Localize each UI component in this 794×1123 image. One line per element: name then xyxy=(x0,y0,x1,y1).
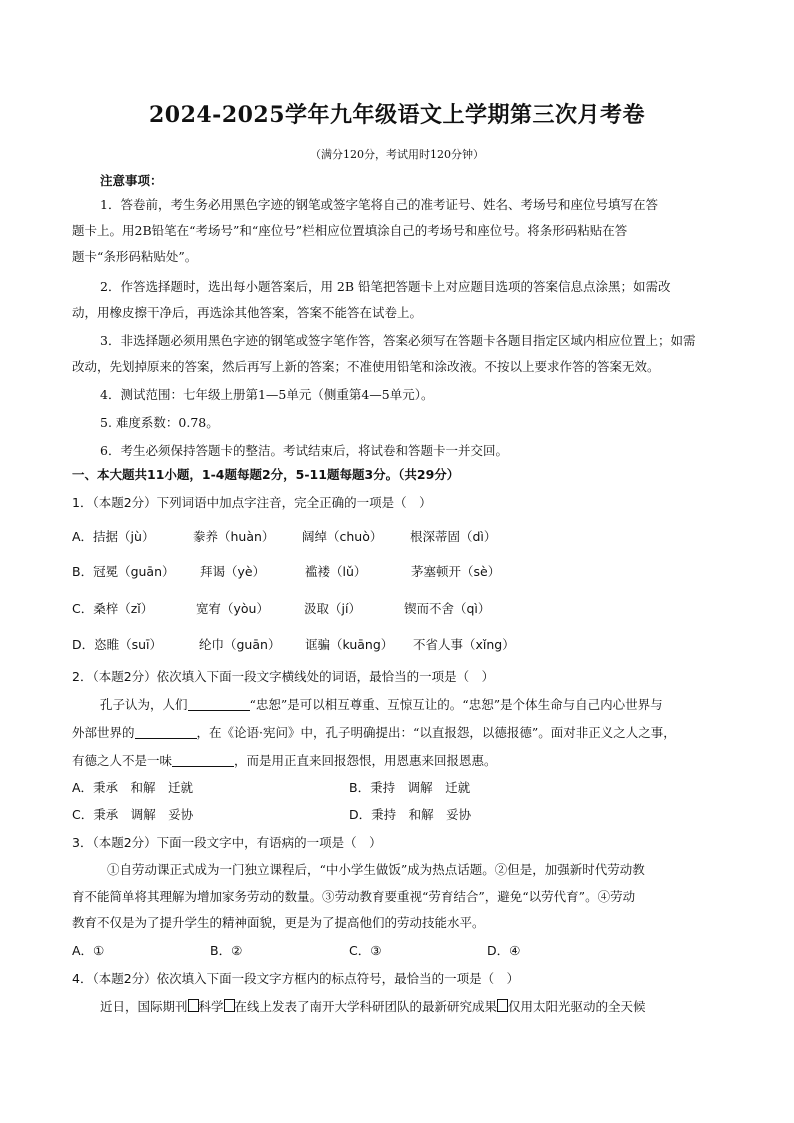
q2-text: 孔子认为，人们 xyxy=(100,697,188,712)
q1-option-c: 宽宥（yòu） xyxy=(196,601,269,616)
q2-text: ，在《论语·宪问》中，孔子明确提出：“以直报怨，以德报德”。面对非正义之人之事， xyxy=(196,725,676,740)
q1-option-b: 茅塞顿开（sè） xyxy=(411,564,501,579)
q2-option-d: D．秉持 和解 妥协 xyxy=(349,807,472,822)
q1-option-d: D．恣睢（suī） xyxy=(72,637,163,652)
q4-text: 在线上发表了南开大学科研团队的最新研究成果 xyxy=(234,999,498,1014)
q2-option-a: A．秉承 和解 迁就 xyxy=(72,780,194,795)
page-subtitle: （满分120分，考试用时120分钟） xyxy=(310,148,484,161)
notice-line: 2．作答选择题时，选出每小题答案后，用 2B 铅笔把答题卡上对应题目选项的答案信息点涂黑；如需改 xyxy=(100,279,671,294)
q2-text: 外部世界的 xyxy=(72,725,135,740)
q2-option-c: C．秉承 调解 妥协 xyxy=(72,807,194,822)
notice-line: 1．答卷前，考生务必用黑色字迹的钢笔或签字笔将自己的准考证号、姓名、考场号和座位号填写在答 xyxy=(100,197,658,212)
notice-line: 5. 难度系数：0.78。 xyxy=(100,415,219,430)
q4-text: 科学 xyxy=(198,999,224,1014)
answer-blank xyxy=(172,754,234,767)
punctuation-box xyxy=(224,999,235,1012)
q1-option-c: 汲取（jí） xyxy=(304,601,361,616)
q3-option-a: A．① xyxy=(72,943,105,958)
notice-line: 题卡“条形码粘贴处”。 xyxy=(72,249,198,264)
q1-option-a: A．拮据（jù） xyxy=(72,529,155,544)
q1-option-d: 纶巾（guān） xyxy=(199,637,281,652)
punctuation-box xyxy=(497,999,508,1012)
q2-option-b: B．秉持 调解 迁就 xyxy=(349,780,471,795)
q4-passage-line xyxy=(100,998,646,1016)
q2-text: “忠恕”是可以相互尊重、互惊互让的。“忠恕”是个体生命与自己内心世界与 xyxy=(249,697,663,712)
q2-passage-line xyxy=(72,724,676,742)
q1-option-d: 不省人事（xǐng） xyxy=(413,637,515,652)
q4-text: 仅用太阳光驱动的全天候 xyxy=(508,999,646,1014)
q3-passage-line: 教育不仅是为了提升学生的精神面貌，更是为了提高他们的劳动技能水平。 xyxy=(72,915,485,930)
q3-passage-line: ①自劳动课正式成为一门独立课程后，“中小学生做饭”成为热点话题。②但是，加强新时代劳动教 xyxy=(107,862,645,877)
notice-line: 6．考生必须保持答题卡的整洁。考试结束后，将试卷和答题卡一并交回。 xyxy=(100,443,508,458)
notice-heading: 注意事项： xyxy=(100,173,163,188)
q1-option-b: B．冠冕（guān） xyxy=(72,564,175,579)
question-3-stem: 3．（本题2分）下面一段文字中，有语病的一项是（ ） xyxy=(72,835,382,850)
punctuation-box xyxy=(188,999,199,1012)
notice-line: 题卡上。用2B铅笔在“考场号”和“座位号”栏相应位置填涂自己的考场号和座位号。将条形码粘贴在答 xyxy=(72,223,628,238)
q1-option-b: 拜谒（yè） xyxy=(200,564,266,579)
q2-text: ，而是用正直来回报怨恨，用恩惠来回报恩惠。 xyxy=(234,753,497,768)
page-title: 2024-2025学年九年级语文上学期第三次月考卷 xyxy=(148,102,646,128)
question-1-stem: 1．（本题2分）下列词语中加点字注音，完全正确的一项是（ ） xyxy=(72,495,432,510)
notice-line: 动，用橡皮擦干净后，再选涂其他答案，答案不能答在试卷上。 xyxy=(72,305,423,320)
q2-passage-line xyxy=(72,752,497,770)
question-2-stem: 2．（本题2分）依次填入下面一段文字横线处的词语，最恰当的一项是（ ） xyxy=(72,669,495,684)
q1-option-c: 锲而不舍（qì） xyxy=(404,601,491,616)
question-4-stem: 4．（本题2分）依次填入下面一段文字方框内的标点符号，最恰当的一项是（ ） xyxy=(72,971,520,986)
q4-text: 近日，国际期刊 xyxy=(100,999,188,1014)
answer-blank xyxy=(135,726,197,739)
section-heading: 一、本大题共11小题，1-4题每题2分，5-11题每题3分。（共29分） xyxy=(72,467,460,482)
answer-blank xyxy=(188,698,250,711)
q1-option-d: 诓骗（kuāng） xyxy=(305,637,394,652)
q2-text: 有德之人不是一味 xyxy=(72,753,173,768)
q1-option-a: 阔绰（chuò） xyxy=(302,529,383,544)
q1-option-c: C．桑梓（zǐ） xyxy=(72,601,154,616)
q3-option-b: B．② xyxy=(210,943,243,958)
q3-option-d: D．④ xyxy=(487,943,521,958)
q1-option-a: 豢养（huàn） xyxy=(193,529,275,544)
notice-line: 4．测试范围：七年级上册第1—5单元（侧重第4—5单元）。 xyxy=(100,387,434,402)
q3-passage-line: 育不能简单将其理解为增加家务劳动的数量。③劳动教育要重视“劳育结合”，避免“以劳代育”。④劳动 xyxy=(72,889,636,904)
q1-option-a: 根深蒂固（dì） xyxy=(410,529,497,544)
notice-line: 改动，先划掉原来的答案，然后再写上新的答案；不准使用铅笔和涂改液。不按以上要求作答的答案无效。 xyxy=(72,359,660,374)
q3-option-c: C．③ xyxy=(349,943,382,958)
q2-passage-line xyxy=(100,696,663,714)
q1-option-b: 褴褛（lǔ） xyxy=(305,564,367,579)
notice-line: 3．非选择题必须用黑色字迹的钢笔或签字笔作答，答案必须写在答题卡各题目指定区域内相应位置上；如需 xyxy=(100,333,696,348)
